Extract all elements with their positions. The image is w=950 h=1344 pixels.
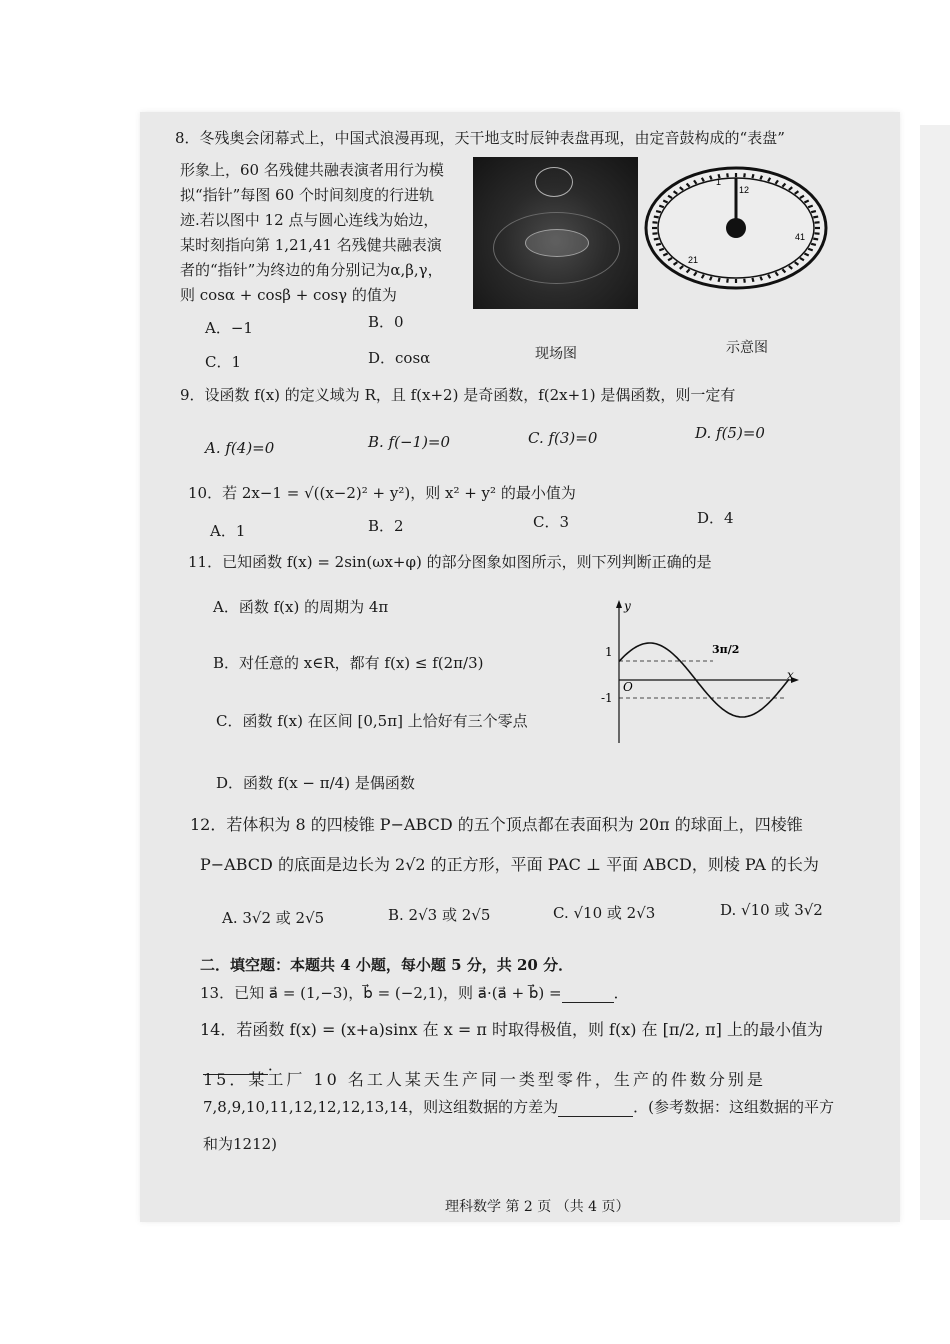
- dial-tick: [710, 176, 712, 180]
- q11-stem: 11．已知函数 f(x) = 2sin(ωx+φ) 的部分图象如图所示，则下列判断正确的是: [188, 553, 712, 571]
- section-2-heading: 二．填空题：本题共 4 小题，每小题 5 分，共 20 分．: [200, 956, 574, 974]
- dial-tick: [710, 277, 712, 281]
- dial-label-12: 12: [739, 185, 750, 195]
- graph-label-y: y: [624, 599, 631, 613]
- clock-dial-diagram: [643, 160, 833, 290]
- q9-option-b: B. f(−1)=0: [368, 433, 451, 451]
- q10-option-b: B．2: [368, 517, 404, 535]
- dial-tick: [744, 173, 745, 177]
- q8-line3: 拟“指针”每图 60 个时间刻度的行进轨: [180, 186, 434, 204]
- q10-option-c: C．3: [533, 513, 570, 531]
- q12-option-a: A. 3√2 或 2√5: [222, 909, 325, 927]
- dial-tick: [727, 279, 728, 283]
- dial-label-1: 1: [716, 177, 722, 187]
- q9-option-a: A. f(4)=0: [205, 439, 275, 457]
- q12-line2: P−ABCD 的底面是边长为 2√2 的正方形，平面 PAC ⊥ 平面 ABCD，则棱 PA 的长为: [200, 855, 819, 874]
- ceremony-photo: [473, 157, 638, 309]
- q14-stem: 14．若函数 f(x) = (x+a)sinx 在 x = π 时取得极值，则 f(x) 在 [π/2, π] 上的最小值为: [200, 1020, 823, 1039]
- q15-line1: 15．某工厂 10 名工人某天生产同一类型零件，生产的件数分别是: [203, 1070, 766, 1089]
- q8-line4: 迹.若以图中 12 点与圆心连线为始边，: [180, 211, 439, 229]
- q8-line7: 则 cosα + cosβ + cosγ 的值为: [180, 286, 397, 304]
- dial-tick: [744, 279, 745, 283]
- q9-option-c: C. f(3)=0: [528, 429, 598, 447]
- graph-label-x: x: [787, 668, 794, 682]
- q11-option-d: D．函数 f(x − π/4) 是偶函数: [216, 774, 415, 792]
- q8-line5: 某时刻指向第 1,21,41 名残健共融表演: [180, 236, 442, 254]
- q9-stem: 9．设函数 f(x) 的定义域为 R，且 f(x+2) 是奇函数，f(2x+1) 是偶函数，则一定有: [180, 386, 736, 404]
- q8-option-b: B．0: [368, 313, 404, 331]
- dial-tick: [719, 278, 720, 282]
- q15-answer-blank[interactable]: [558, 1116, 633, 1117]
- q13-line: [200, 983, 629, 1003]
- q15-line2-end: ．(参考数据：这组数据的平方: [633, 1098, 835, 1116]
- q15-line3: 和为1212): [203, 1135, 278, 1153]
- q14-tail: ．: [268, 1056, 284, 1074]
- q13-tail: ．: [613, 984, 629, 1002]
- q8-option-a: A．−1: [205, 319, 253, 337]
- dial-tick: [659, 206, 664, 208]
- dial-tick: [760, 277, 762, 281]
- graph-label-one: 1: [605, 645, 613, 659]
- dial-tick: [813, 239, 818, 240]
- q10-option-d: D．4: [697, 509, 734, 527]
- dial-tick: [808, 249, 813, 251]
- q15-line2-start: 7,8,9,10,11,12,12,12,13,14，则这组数据的方差为: [203, 1098, 559, 1116]
- dial-tick: [656, 244, 661, 245]
- q12-option-b: B. 2√3 或 2√5: [388, 906, 491, 924]
- graph-label-minus-one: -1: [601, 691, 613, 705]
- dial-tick: [811, 211, 816, 212]
- graph-label-origin: O: [623, 680, 633, 694]
- q8-option-d: D．cosα: [368, 349, 431, 367]
- page-footer: 理科数学 第 2 页 （共 4 页）: [445, 1199, 630, 1215]
- q9-option-d: D. f(5)=0: [695, 424, 765, 442]
- dial-tick: [656, 211, 661, 212]
- q15-line2: [203, 1097, 834, 1117]
- q11-option-a: A．函数 f(x) 的周期为 4π: [213, 598, 389, 616]
- dial-tick: [659, 249, 664, 251]
- diagram-caption: 示意图: [726, 340, 768, 356]
- q12-option-c: C. √10 或 2√3: [553, 904, 656, 922]
- sine-graph: [595, 598, 810, 748]
- dial-tick: [811, 244, 816, 245]
- q11-option-c: C．函数 f(x) 在区间 [0,5π] 上恰好有三个零点: [216, 712, 528, 730]
- q13-answer-blank[interactable]: [562, 1002, 614, 1003]
- dial-label-41: 41: [795, 232, 806, 242]
- graph-label-three-pi-over-two: 3π/2: [712, 643, 740, 656]
- q10-option-a: A．1: [210, 522, 246, 540]
- q8-option-c: C．1: [205, 353, 242, 371]
- q12-line1: 12．若体积为 8 的四棱锥 P−ABCD 的五个顶点都在表面积为 20π 的球面上，四棱锥: [190, 815, 803, 834]
- q10-stem: 10．若 2x−1 = √((x−2)² + y²)，则 x² + y² 的最小值为: [188, 484, 576, 502]
- dial-label-21: 21: [688, 255, 699, 265]
- q8-line6: 者的“指针”为终边的角分别记为α,β,γ，: [180, 261, 443, 279]
- q11-option-b: B．对任意的 x∈R，都有 f(x) ≤ f(2π/3): [213, 654, 484, 672]
- dial-tick: [813, 217, 818, 218]
- dial-tick: [760, 176, 762, 180]
- dial-tick: [808, 206, 813, 208]
- dial-tick: [752, 174, 753, 178]
- photo-caption: 现场图: [535, 346, 577, 362]
- dial-tick: [654, 239, 659, 240]
- q12-option-d: D. √10 或 3√2: [720, 901, 823, 919]
- q8-line1: 8．冬残奥会闭幕式上，中国式浪漫再现，天干地支时辰钟表盘再现，由定音鼓构成的“表盘”: [175, 129, 785, 147]
- dial-tick: [654, 217, 659, 218]
- dial-tick: [727, 173, 728, 177]
- dial-tick: [752, 278, 753, 282]
- q8-line2: 形象上，60 名残健共融表演者用行为模: [180, 161, 444, 179]
- page-edge: [920, 125, 950, 1220]
- q13-stem: 13．已知 a⃗ = (1,−3)，b⃗ = (−2,1)，则 a⃗·(a⃗ + b⃗) =: [200, 984, 562, 1002]
